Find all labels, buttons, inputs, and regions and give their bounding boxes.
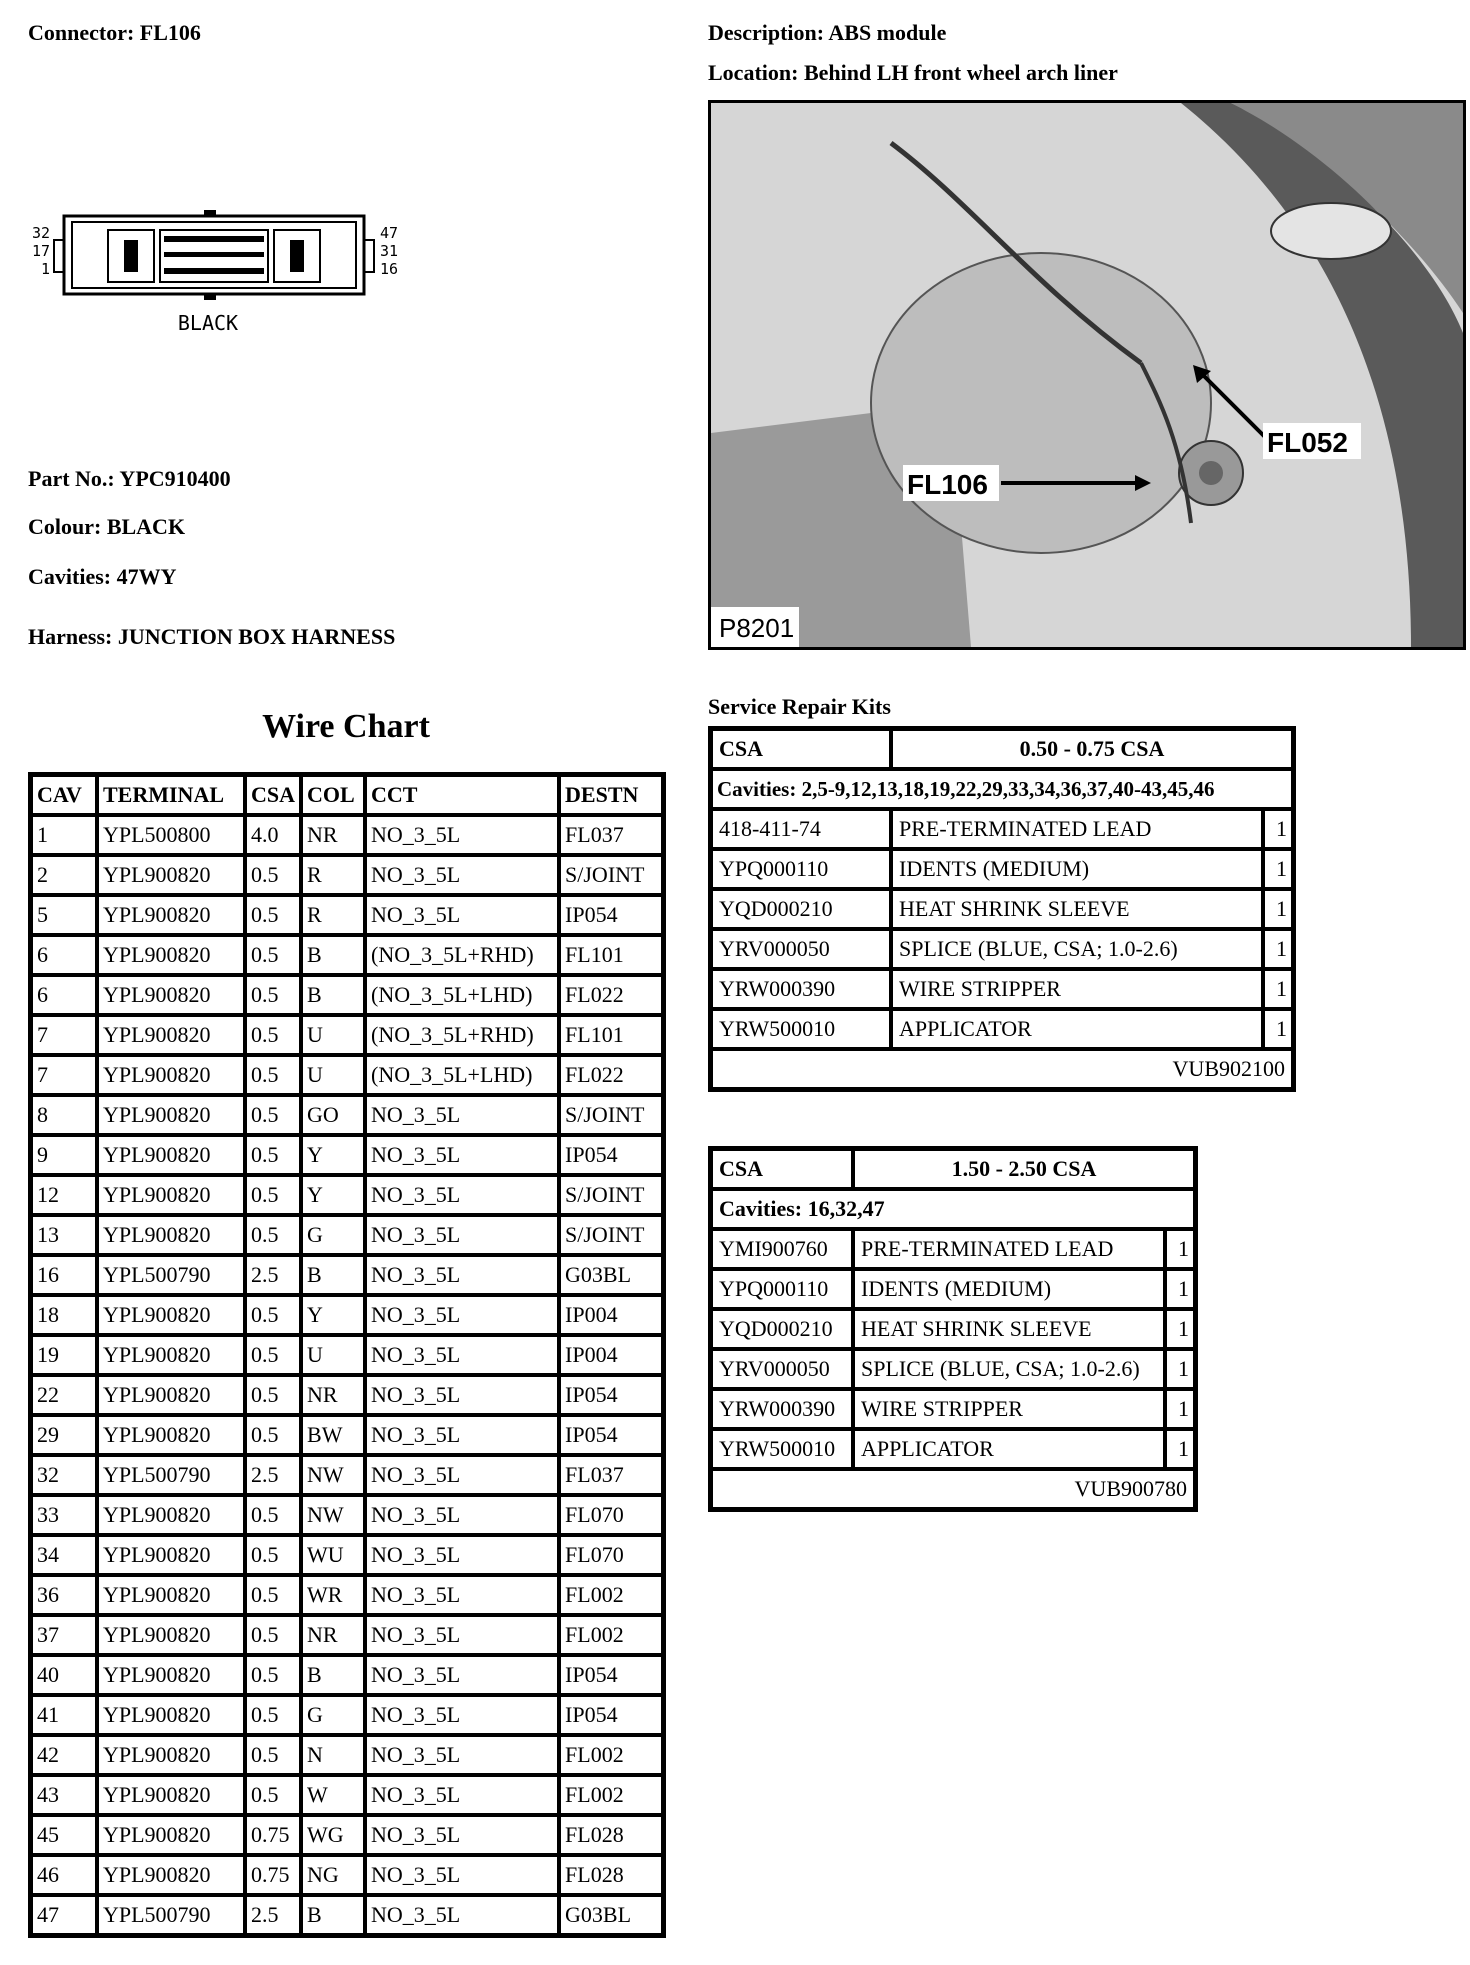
wire-cell-destn: IP004 [559,1335,663,1375]
wire-row [31,1695,663,1735]
wire-cell-col: Y [301,1295,365,1335]
wire-cell-cav: 36 [31,1575,97,1615]
wire-cell-destn: G03BL [559,1255,663,1295]
header-csa: CSA [245,775,301,815]
wire-cell-cav: 47 [31,1895,97,1935]
wire-cell-csa: 0.5 [245,1215,301,1255]
wire-cell-cct: (NO_3_5L+RHD) [365,935,559,975]
wire-row [31,895,663,935]
wire-cell-cav: 7 [31,1015,97,1055]
kit-item-row [711,1009,1293,1049]
wire-chart-header-row [31,775,663,815]
kit1-csa-value: 0.50 - 0.75 CSA [891,729,1293,769]
kit-item-qty: 1 [1263,889,1293,929]
kit1-code: VUB902100 [711,1049,1293,1089]
wire-cell-cav: 45 [31,1815,97,1855]
kit-item-row [711,849,1293,889]
wire-cell-destn: FL002 [559,1775,663,1815]
wire-row [31,1215,663,1255]
wire-cell-cct: NO_3_5L [365,1535,559,1575]
wire-chart-table [28,772,666,1938]
wire-row [31,1095,663,1135]
wire-cell-col: U [301,1015,365,1055]
wire-cell-cct: NO_3_5L [365,1295,559,1335]
kit-item-row [711,1389,1195,1429]
wire-cell-cct: NO_3_5L [365,1615,559,1655]
wire-cell-csa: 0.5 [245,1295,301,1335]
kit-item-qty: 1 [1165,1229,1195,1269]
wire-cell-col: U [301,1335,365,1375]
wire-cell-cct: NO_3_5L [365,895,559,935]
wire-cell-cav: 19 [31,1335,97,1375]
wire-cell-csa: 0.5 [245,1495,301,1535]
wire-cell-col: NR [301,815,365,855]
wire-cell-terminal: YPL900820 [97,1415,245,1455]
wire-cell-terminal: YPL900820 [97,895,245,935]
wire-cell-terminal: YPL900820 [97,1815,245,1855]
kit-item-desc: IDENTS (MEDIUM) [891,849,1263,889]
wire-cell-csa: 0.75 [245,1815,301,1855]
wire-cell-col: B [301,1655,365,1695]
wire-cell-terminal: YPL900820 [97,1495,245,1535]
wire-cell-terminal: YPL900820 [97,935,245,975]
kit2-cavities: Cavities: 16,32,47 [711,1189,1195,1229]
wire-cell-cct: (NO_3_5L+LHD) [365,975,559,1015]
kit-item-desc: HEAT SHRINK SLEEVE [891,889,1263,929]
wire-cell-col: B [301,975,365,1015]
wire-cell-col: NW [301,1455,365,1495]
wire-cell-terminal: YPL900820 [97,1775,245,1815]
wire-cell-cct: (NO_3_5L+RHD) [365,1015,559,1055]
wire-cell-terminal: YPL900820 [97,1655,245,1695]
wire-chart-title: Wire Chart [262,708,430,745]
kit-item-row [711,809,1293,849]
location-label: Location: Behind LH front wheel arch liner [708,60,1118,85]
pin-label-1: 1 [40,260,50,278]
service-kits-title: Service Repair Kits [708,694,891,719]
wire-cell-cav: 46 [31,1855,97,1895]
wire-cell-col: N [301,1735,365,1775]
wire-cell-col: NR [301,1615,365,1655]
wire-row [31,1015,663,1055]
wire-row [31,1855,663,1895]
pin-label-47: 47 [380,224,398,242]
wire-row [31,1135,663,1175]
part-number: Part No.: YPC910400 [28,466,231,491]
kit-item-desc: APPLICATOR [891,1009,1263,1049]
wire-cell-destn: FL037 [559,1455,663,1495]
kit2-header-row [711,1149,1195,1189]
wire-cell-cct: NO_3_5L [365,1815,559,1855]
wire-cell-cct: NO_3_5L [365,1895,559,1935]
wire-cell-col: R [301,895,365,935]
wire-row [31,1655,663,1695]
kit-item-desc: SPLICE (BLUE, CSA; 1.0-2.6) [853,1349,1165,1389]
wire-row [31,815,663,855]
kit1-footer-row [711,1049,1293,1089]
kit-item-part: YRV000050 [711,1349,853,1389]
wire-cell-csa: 0.5 [245,1615,301,1655]
wire-cell-cct: NO_3_5L [365,1495,559,1535]
wire-row [31,975,663,1015]
wire-cell-col: GO [301,1095,365,1135]
wire-cell-cct: NO_3_5L [365,1215,559,1255]
kit-item-qty: 1 [1263,809,1293,849]
wire-cell-cct: NO_3_5L [365,1455,559,1495]
colour-label: Colour: BLACK [28,514,186,539]
wire-cell-terminal: YPL900820 [97,1855,245,1895]
wire-cell-cav: 1 [31,815,97,855]
wire-cell-csa: 0.5 [245,1535,301,1575]
wire-row [31,1255,663,1295]
wire-cell-destn: S/JOINT [559,1215,663,1255]
wire-cell-cav: 42 [31,1735,97,1775]
wire-cell-cav: 33 [31,1495,97,1535]
wire-cell-csa: 0.5 [245,895,301,935]
wire-cell-terminal: YPL900820 [97,975,245,1015]
kit-item-desc: WIRE STRIPPER [891,969,1263,1009]
wire-row [31,855,663,895]
kit-item-qty: 1 [1263,849,1293,889]
wire-row [31,1575,663,1615]
pin-label-31: 31 [380,242,398,260]
pin-label-16: 16 [380,260,398,278]
kit-item-row [711,889,1293,929]
wire-cell-csa: 2.5 [245,1255,301,1295]
kit-item-desc: PRE-TERMINATED LEAD [853,1229,1165,1269]
wire-cell-cav: 5 [31,895,97,935]
wire-cell-destn: S/JOINT [559,855,663,895]
kit-item-qty: 1 [1263,1009,1293,1049]
kit-item-row [711,1229,1195,1269]
wire-cell-csa: 0.5 [245,855,301,895]
wire-cell-csa: 0.5 [245,1095,301,1135]
wire-cell-cav: 6 [31,975,97,1015]
wire-cell-destn: FL070 [559,1495,663,1535]
wire-cell-cct: NO_3_5L [365,1775,559,1815]
kit-item-row [711,929,1293,969]
kit-item-desc: SPLICE (BLUE, CSA; 1.0-2.6) [891,929,1263,969]
wire-cell-cav: 22 [31,1375,97,1415]
wire-cell-csa: 2.5 [245,1455,301,1495]
connector-drawing [28,200,398,340]
callout-fl106: FL106 [907,469,988,500]
wire-cell-cav: 12 [31,1175,97,1215]
kit-item-part: YPQ000110 [711,1269,853,1309]
kit-item-desc: HEAT SHRINK SLEEVE [853,1309,1165,1349]
kit-item-row [711,1309,1195,1349]
kit-item-desc: PRE-TERMINATED LEAD [891,809,1263,849]
wire-row [31,1535,663,1575]
header-cct: CCT [365,775,559,815]
wire-cell-cav: 40 [31,1655,97,1695]
wire-cell-csa: 0.5 [245,1575,301,1615]
kit-item-desc: APPLICATOR [853,1429,1165,1469]
wire-cell-csa: 0.5 [245,1735,301,1775]
wire-cell-col: Y [301,1135,365,1175]
kit1-csa-label: CSA [711,729,891,769]
photo-reference: P8201 [719,613,795,643]
wire-cell-terminal: YPL900820 [97,1055,245,1095]
wire-cell-cav: 9 [31,1135,97,1175]
wire-row [31,1375,663,1415]
kit1-cavities: Cavities: 2,5-9,12,13,18,19,22,29,33,34,36,37,40-43,45,46 [711,769,1293,809]
kit-item-qty: 1 [1165,1429,1195,1469]
kit-item-qty: 1 [1165,1349,1195,1389]
wire-cell-destn: FL028 [559,1855,663,1895]
wire-row [31,1735,663,1775]
wire-cell-cct: NO_3_5L [365,1255,559,1295]
wire-cell-cav: 37 [31,1615,97,1655]
wire-cell-cct: NO_3_5L [365,1735,559,1775]
wire-cell-csa: 0.5 [245,1335,301,1375]
wire-cell-cct: NO_3_5L [365,1575,559,1615]
wire-cell-destn: IP054 [559,1695,663,1735]
wire-cell-csa: 0.5 [245,935,301,975]
kit-item-row [711,1349,1195,1389]
wire-cell-csa: 0.5 [245,1655,301,1695]
wire-cell-destn: S/JOINT [559,1175,663,1215]
wire-cell-destn: FL101 [559,1015,663,1055]
kit-item-qty: 1 [1165,1269,1195,1309]
wire-row [31,1895,663,1935]
wire-cell-cct: NO_3_5L [365,1695,559,1735]
wire-cell-col: NG [301,1855,365,1895]
wire-cell-col: WR [301,1575,365,1615]
wire-cell-terminal: YPL900820 [97,855,245,895]
wire-cell-csa: 0.75 [245,1855,301,1895]
connector-label: Connector: FL106 [28,20,201,45]
kit-item-qty: 1 [1263,929,1293,969]
repair-kit-2 [708,1146,1198,1512]
wire-cell-cav: 29 [31,1415,97,1455]
wire-cell-csa: 4.0 [245,815,301,855]
wire-cell-cav: 6 [31,935,97,975]
wire-cell-terminal: YPL900820 [97,1615,245,1655]
wire-cell-destn: FL002 [559,1575,663,1615]
wire-row [31,1615,663,1655]
wire-cell-csa: 0.5 [245,1415,301,1455]
wire-cell-terminal: YPL900820 [97,1375,245,1415]
cavities-label: Cavities: 47WY [28,564,177,589]
kit-item-part: YQD000210 [711,1309,853,1349]
wire-cell-terminal: YPL500790 [97,1895,245,1935]
kit2-csa-label: CSA [711,1149,853,1189]
wire-cell-destn: FL002 [559,1735,663,1775]
wire-cell-destn: FL028 [559,1815,663,1855]
wire-cell-destn: IP054 [559,895,663,935]
kit2-cavities-row [711,1189,1195,1229]
kit2-footer-row [711,1469,1195,1509]
wire-row [31,935,663,975]
wire-cell-cct: (NO_3_5L+LHD) [365,1055,559,1095]
wire-row [31,1055,663,1095]
wheel-arch-illustration [711,103,1463,647]
kit2-code: VUB900780 [711,1469,1195,1509]
wire-cell-col: WG [301,1815,365,1855]
wire-cell-cct: NO_3_5L [365,1375,559,1415]
wire-cell-cct: NO_3_5L [365,855,559,895]
wire-cell-destn: IP004 [559,1295,663,1335]
wire-cell-cav: 18 [31,1295,97,1335]
wire-cell-destn: IP054 [559,1415,663,1455]
wire-cell-col: NR [301,1375,365,1415]
wire-cell-terminal: YPL900820 [97,1015,245,1055]
kit-item-part: YQD000210 [711,889,891,929]
wire-cell-terminal: YPL900820 [97,1335,245,1375]
wire-cell-cct: NO_3_5L [365,1335,559,1375]
pin-label-32: 32 [31,224,50,242]
wire-cell-csa: 0.5 [245,1175,301,1215]
wire-cell-col: BW [301,1415,365,1455]
wire-cell-col: Y [301,1175,365,1215]
wire-row [31,1775,663,1815]
pin-label-17: 17 [31,242,50,260]
wire-cell-destn: IP054 [559,1655,663,1695]
wire-cell-col: WU [301,1535,365,1575]
kit-item-part: YRW500010 [711,1009,891,1049]
wire-cell-cct: NO_3_5L [365,1175,559,1215]
wire-cell-cav: 16 [31,1255,97,1295]
wire-row [31,1415,663,1455]
wire-cell-csa: 2.5 [245,1895,301,1935]
wire-cell-col: G [301,1695,365,1735]
wire-cell-terminal: YPL900820 [97,1095,245,1135]
wire-cell-destn: G03BL [559,1895,663,1935]
wire-cell-cct: NO_3_5L [365,815,559,855]
wire-row [31,1175,663,1215]
wire-cell-csa: 0.5 [245,1135,301,1175]
kit-item-part: YRW000390 [711,969,891,1009]
wire-cell-terminal: YPL900820 [97,1575,245,1615]
wire-cell-cct: NO_3_5L [365,1415,559,1455]
kit-item-part: YPQ000110 [711,849,891,889]
wire-row [31,1295,663,1335]
header-cav: CAV [31,775,97,815]
wire-cell-col: B [301,1895,365,1935]
wire-cell-cav: 8 [31,1095,97,1135]
wire-cell-destn: FL022 [559,975,663,1015]
wire-cell-destn: FL101 [559,935,663,975]
kit-item-qty: 1 [1165,1309,1195,1349]
wire-cell-cav: 2 [31,855,97,895]
wire-cell-csa: 0.5 [245,1775,301,1815]
wire-cell-terminal: YPL900820 [97,1535,245,1575]
wire-cell-cav: 7 [31,1055,97,1095]
callout-fl052: FL052 [1267,427,1348,458]
wire-cell-cct: NO_3_5L [365,1135,559,1175]
kit2-csa-value: 1.50 - 2.50 CSA [853,1149,1195,1189]
repair-kit-1 [708,726,1296,1092]
wire-cell-col: G [301,1215,365,1255]
wire-cell-terminal: YPL500800 [97,815,245,855]
kit-item-qty: 1 [1263,969,1293,1009]
wire-cell-col: W [301,1775,365,1815]
wire-row [31,1455,663,1495]
wire-cell-cav: 32 [31,1455,97,1495]
wire-row [31,1335,663,1375]
location-photo [708,100,1466,650]
wire-cell-terminal: YPL900820 [97,1215,245,1255]
wire-cell-terminal: YPL500790 [97,1455,245,1495]
wire-cell-cav: 34 [31,1535,97,1575]
wire-cell-col: NW [301,1495,365,1535]
wire-cell-terminal: YPL900820 [97,1735,245,1775]
kit-item-part: YRW500010 [711,1429,853,1469]
harness-label: Harness: JUNCTION BOX HARNESS [28,624,396,649]
wire-cell-destn: FL002 [559,1615,663,1655]
wire-row [31,1815,663,1855]
connector-colour-caption: BLACK [177,311,239,335]
wire-cell-cct: NO_3_5L [365,1855,559,1895]
kit-item-desc: IDENTS (MEDIUM) [853,1269,1165,1309]
wire-cell-terminal: YPL900820 [97,1135,245,1175]
kit-item-part: YMI900760 [711,1229,853,1269]
wire-cell-col: B [301,935,365,975]
kit-item-part: YRV000050 [711,929,891,969]
wire-cell-cav: 43 [31,1775,97,1815]
wire-cell-col: R [301,855,365,895]
connector-diagram [28,200,398,340]
wire-cell-destn: FL070 [559,1535,663,1575]
kit-item-row [711,969,1293,1009]
wire-cell-csa: 0.5 [245,975,301,1015]
wire-cell-terminal: YPL900820 [97,1295,245,1335]
wire-cell-cct: NO_3_5L [365,1095,559,1135]
wire-cell-csa: 0.5 [245,1015,301,1055]
wire-cell-destn: FL022 [559,1055,663,1095]
wire-cell-destn: FL037 [559,815,663,855]
wire-cell-col: B [301,1255,365,1295]
wire-cell-csa: 0.5 [245,1375,301,1415]
wire-cell-cav: 41 [31,1695,97,1735]
kit-item-row [711,1269,1195,1309]
wire-cell-csa: 0.5 [245,1055,301,1095]
header-terminal: TERMINAL [97,775,245,815]
kit-item-qty: 1 [1165,1389,1195,1429]
wire-cell-col: U [301,1055,365,1095]
kit1-cavities-row [711,769,1293,809]
kit-item-part: 418-411-74 [711,809,891,849]
wire-cell-cav: 13 [31,1215,97,1255]
wire-cell-terminal: YPL900820 [97,1175,245,1215]
wire-cell-terminal: YPL900820 [97,1695,245,1735]
wire-cell-terminal: YPL500790 [97,1255,245,1295]
header-col: COL [301,775,365,815]
header-destn: DESTN [559,775,663,815]
wire-cell-destn: IP054 [559,1375,663,1415]
kit-item-desc: WIRE STRIPPER [853,1389,1165,1429]
wire-cell-destn: IP054 [559,1135,663,1175]
kit-item-row [711,1429,1195,1469]
description-label: Description: ABS module [708,20,947,45]
wire-cell-cct: NO_3_5L [365,1655,559,1695]
wire-cell-csa: 0.5 [245,1695,301,1735]
wire-row [31,1495,663,1535]
kit1-header-row [711,729,1293,769]
wire-cell-destn: S/JOINT [559,1095,663,1135]
kit-item-part: YRW000390 [711,1389,853,1429]
